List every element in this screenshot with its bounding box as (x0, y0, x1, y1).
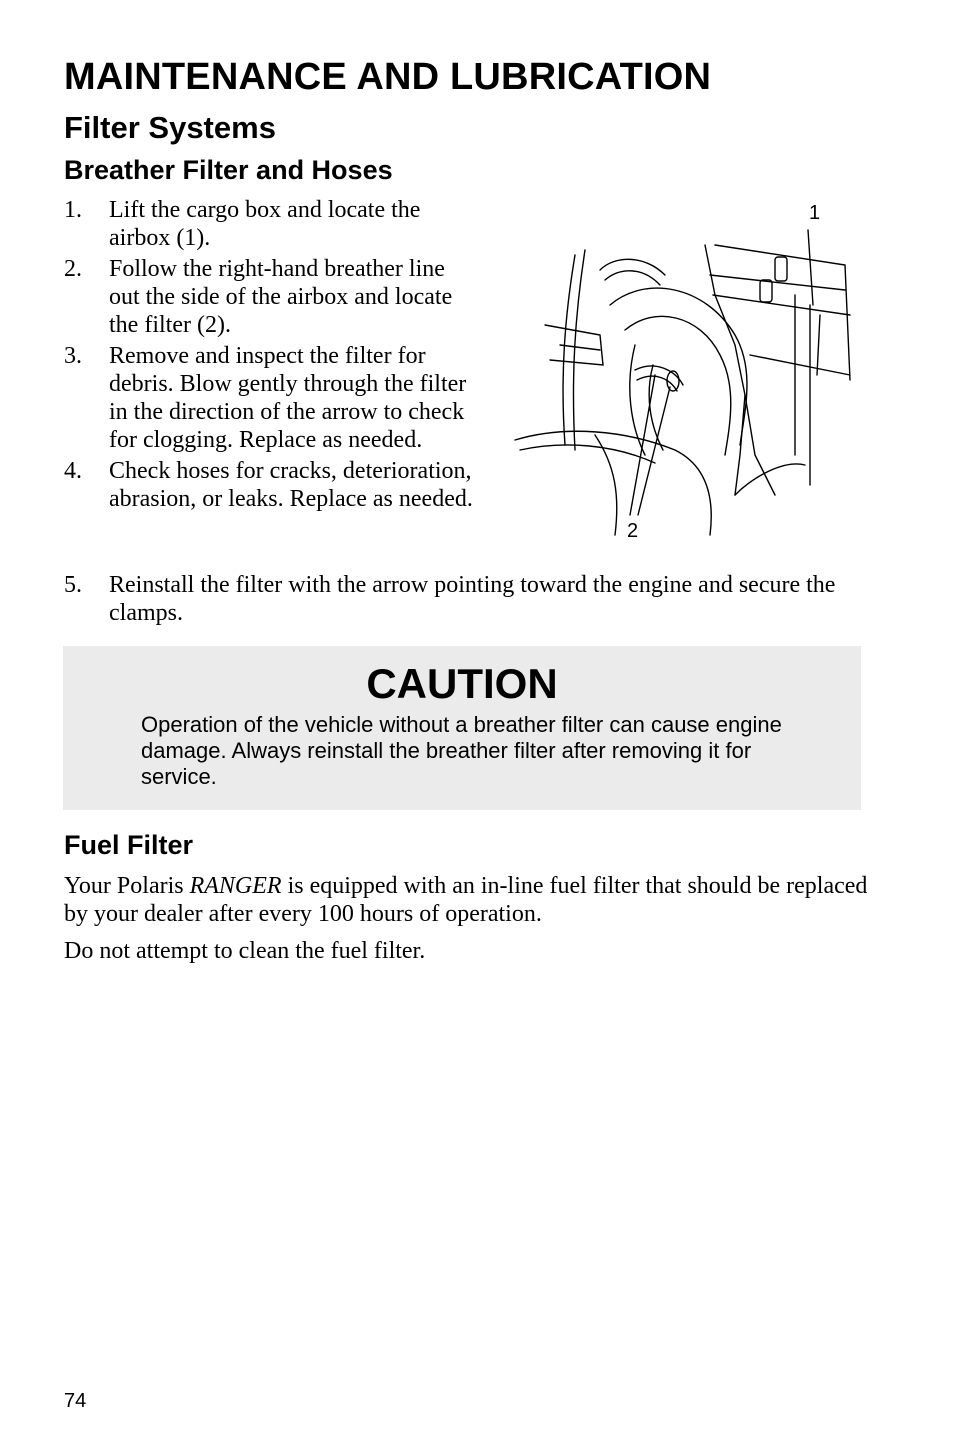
figure-callout-2: 2 (627, 520, 639, 542)
caution-text: Operation of the vehicle without a breather filter can cause engine damage. Always reinstall the breather filter after removing it for service. (141, 712, 782, 789)
fuel-text-before: Your Polaris (64, 873, 190, 899)
step-number: 1. (64, 197, 82, 223)
steps-list (64, 196, 484, 516)
step-number: 3. (64, 343, 82, 369)
page-number: 74 (64, 1390, 87, 1412)
fuel-text-after: is equipped with an in-line fuel filter that should be replaced by your dealer after every 100 hours of operation. (64, 873, 868, 927)
step-item (64, 342, 484, 454)
step-number: 2. (64, 256, 82, 282)
step-item (64, 571, 864, 627)
step-item (64, 196, 484, 252)
step-number: 4. (64, 458, 82, 484)
step-text: Check hoses for cracks, deterioration, abrasion, or leaks. Replace as needed. (109, 458, 473, 512)
step-text: Follow the right-hand breather line out the side of the airbox and locate the filter (2). (109, 256, 453, 338)
caution-box (63, 646, 861, 810)
figure-callout-1: 1 (809, 202, 821, 224)
section-title: Filter Systems (64, 110, 276, 145)
step-text: Reinstall the filter with the arrow pointing toward the engine and secure the clamps. (109, 572, 836, 626)
step-text: Remove and inspect the filter for debris. Blow gently through the filter in the direction of the arrow to check for clogging. Replace as needed. (109, 343, 467, 453)
breather-filter-illustration (505, 195, 865, 545)
fuel-filter-paragraph (64, 872, 884, 928)
page-title: MAINTENANCE AND LUBRICATION (64, 56, 712, 98)
step-item (64, 255, 484, 339)
fuel-filter-title: Fuel Filter (64, 830, 194, 860)
step-item (64, 457, 484, 513)
step-number: 5. (64, 572, 82, 598)
caution-heading: CAUTION (366, 660, 558, 707)
step-text: Lift the cargo box and locate the airbox (1). (109, 197, 421, 251)
fuel-filter-note: Do not attempt to clean the fuel filter. (64, 938, 426, 964)
subsection-title: Breather Filter and Hoses (64, 155, 393, 185)
brand-name: RANGER (189, 873, 282, 899)
